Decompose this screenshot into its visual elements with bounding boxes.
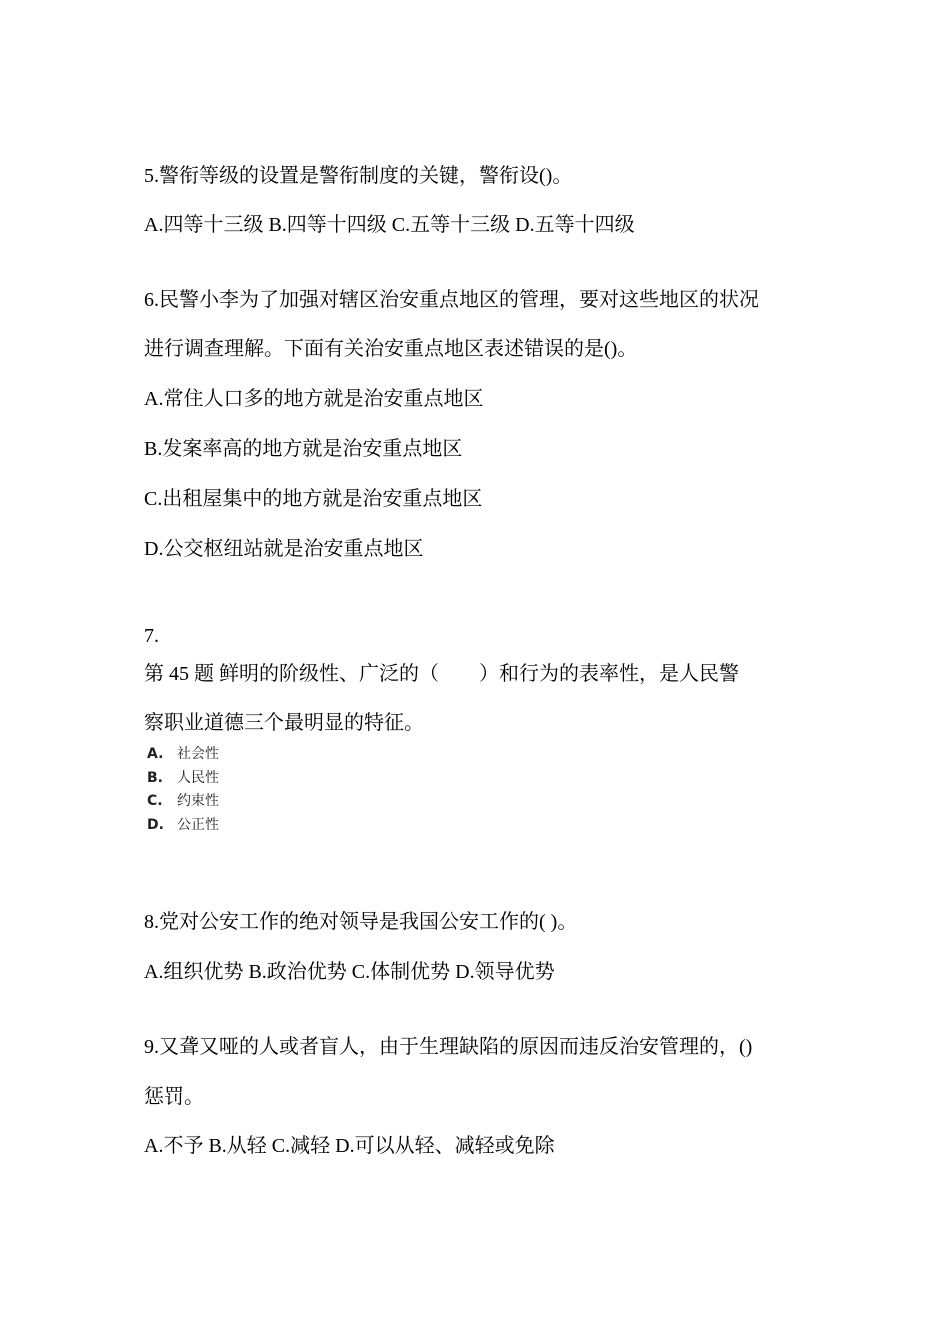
question-5-options: A.四等十三级 B.四等十四级 C.五等十三级 D.五等十四级: [144, 214, 635, 236]
question-6-option-b: B.发案率高的地方就是治安重点地区: [144, 438, 463, 460]
question-9-options: A.不予 B.从轻 C.减轻 D.可以从轻、减轻或免除: [144, 1135, 555, 1157]
option-text: 公正性: [177, 817, 219, 833]
question-5-stem: 5.警衔等级的设置是警衔制度的关键，警衔设()。: [144, 165, 573, 187]
option-letter: C.: [147, 793, 163, 809]
question-7-stem-line-2: 察职业道德三个最明显的特征。: [144, 712, 424, 734]
question-8-stem: 8.党对公安工作的绝对领导是我国公安工作的( )。: [144, 911, 578, 933]
question-6-option-a: A.常住人口多的地方就是治安重点地区: [144, 388, 484, 410]
question-7-option-b: [147, 769, 219, 787]
option-letter: B.: [147, 770, 163, 786]
question-9-stem-line-1: 9.又聋又哑的人或者盲人，由于生理缺陷的原因而违反治安管理的，(): [144, 1036, 753, 1058]
option-letter: D.: [147, 817, 164, 833]
question-8-options: A.组织优势 B.政治优势 C.体制优势 D.领导优势: [144, 961, 555, 983]
option-text: 约束性: [177, 793, 219, 809]
option-text: 人民性: [177, 770, 219, 786]
question-9-stem-line-2: 惩罚。: [144, 1086, 204, 1108]
question-7-stem-line-1: 第 45 题 鲜明的阶级性、广泛的（ ）和行为的表率性，是人民警: [144, 663, 739, 685]
question-6-option-d: D.公交枢纽站就是治安重点地区: [144, 538, 424, 560]
question-7-option-d: [147, 816, 219, 834]
option-letter: A.: [147, 746, 164, 762]
question-7-number: 7.: [144, 625, 159, 647]
question-7-option-a: [147, 745, 219, 763]
question-7-option-c: [147, 792, 219, 810]
question-6-option-c: C.出租屋集中的地方就是治安重点地区: [144, 488, 483, 510]
question-6-stem-line-1: 6.民警小李为了加强对辖区治安重点地区的管理，要对这些地区的状况: [144, 289, 759, 311]
option-text: 社会性: [177, 746, 219, 762]
question-6-stem-line-2: 进行调查理解。下面有关治安重点地区表述错误的是()。: [144, 338, 638, 360]
